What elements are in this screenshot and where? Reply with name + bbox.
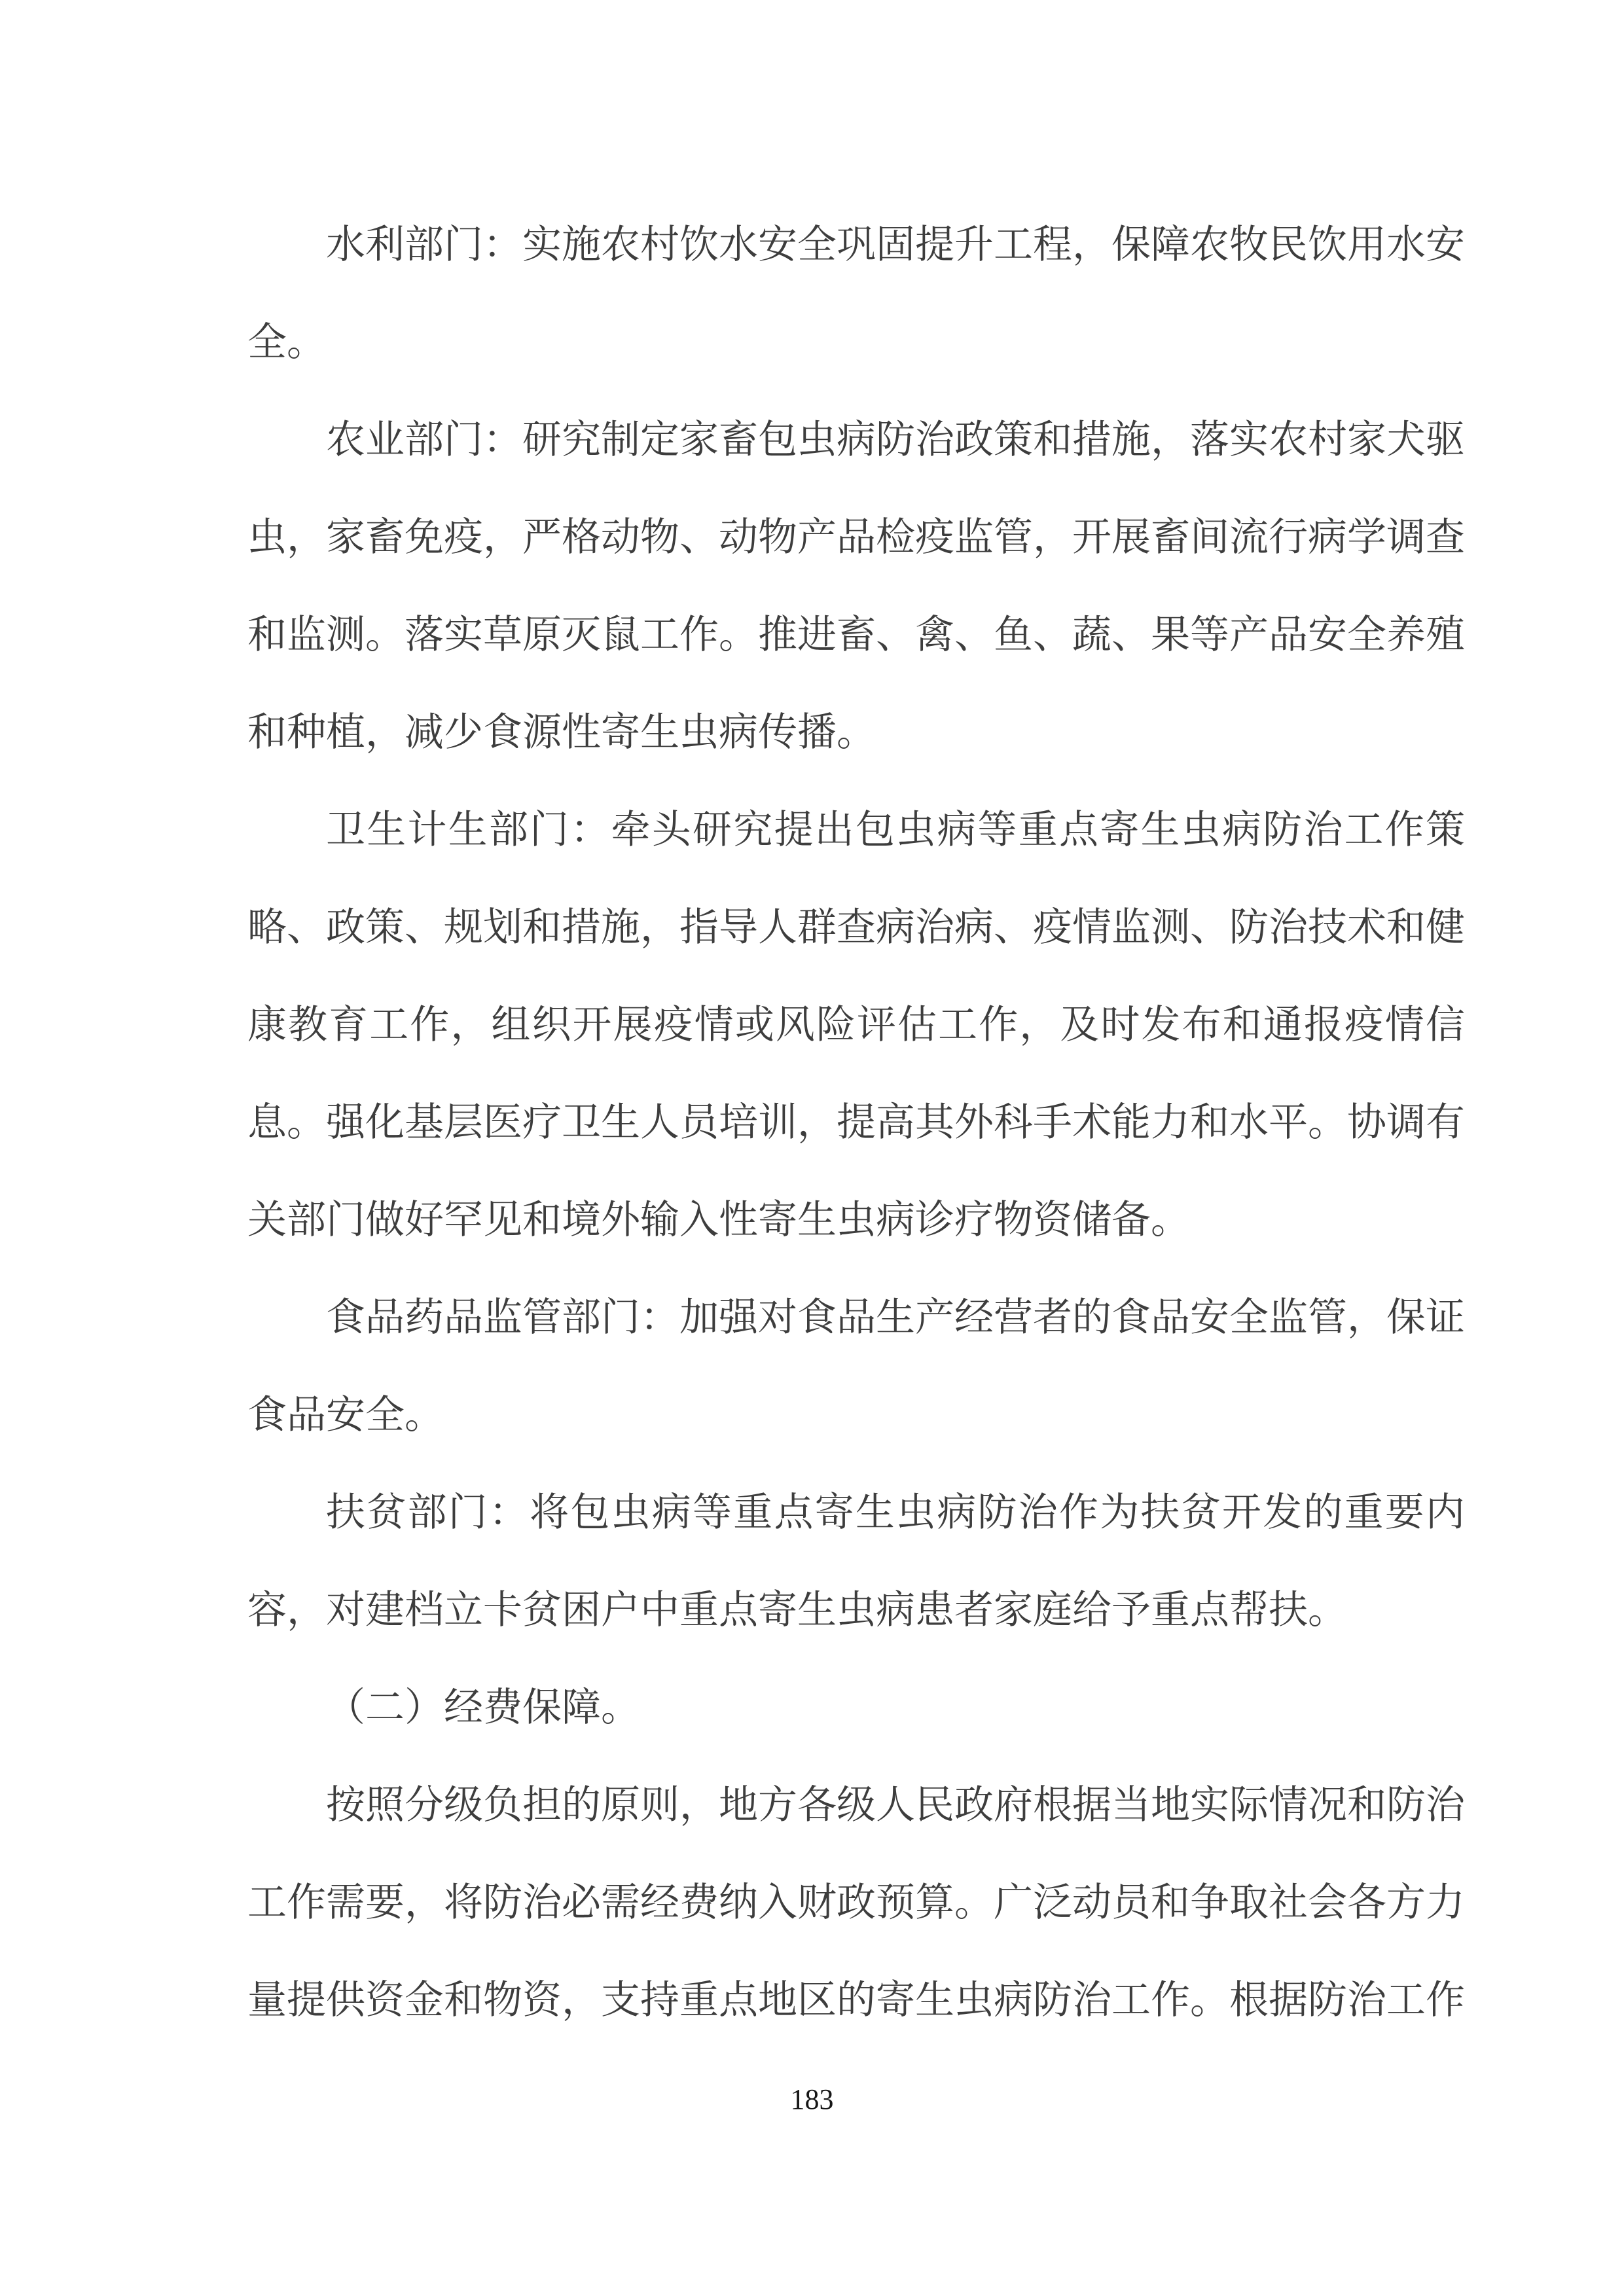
paragraph: 水利部门：实施农村饮水安全巩固提升工程，保障农牧民饮用水安全。 <box>247 223 1465 364</box>
paragraph: 卫生计生部门：牵头研究提出包虫病等重点寄生虫病防治工作策略、政策、规划和措施，指导人群查病治病、疫情监测、防治技术和健康教育工作，组织开展疫情或风险评估工作，及时发布和通报疫情信息。强化基层医疗卫生人员培训，提高其外科手术能力和水平。协调有关部门做好罕见和境外输入性寄生虫病诊疗物资储备。 <box>247 808 1465 1242</box>
paragraph: 农业部门：研究制定家畜包虫病防治政策和措施，落实农村家犬驱虫，家畜免疫，严格动物、动物产品检疫监管，开展畜间流行病学调查和监测。落实草原灭鼠工作。推进畜、禽、鱼、蔬、果等产品安全养殖和种植，减少食源性寄生虫病传播。 <box>247 418 1465 754</box>
paragraph: （二）经费保障。 <box>326 1686 640 1729</box>
paragraph: 扶贫部门：将包虫病等重点寄生虫病防治作为扶贫开发的重要内容，对建档立卡贫困户中重点寄生虫病患者家庭给予重点帮扶。 <box>247 1491 1465 1632</box>
paragraph: 按照分级负担的原则，地方各级人民政府根据当地实际情况和防治工作需要，将防治必需经费纳入财政预算。广泛动员和争取社会各方力量提供资金和物资，支持重点地区的寄生虫病防治工作。根据防治工作 <box>247 1784 1465 2022</box>
page-number: 183 <box>790 2083 834 2115</box>
paragraph: 食品药品监管部门：加强对食品生产经营者的食品安全监管，保证食品安全。 <box>247 1296 1465 1437</box>
body-text <box>247 196 1465 2049</box>
